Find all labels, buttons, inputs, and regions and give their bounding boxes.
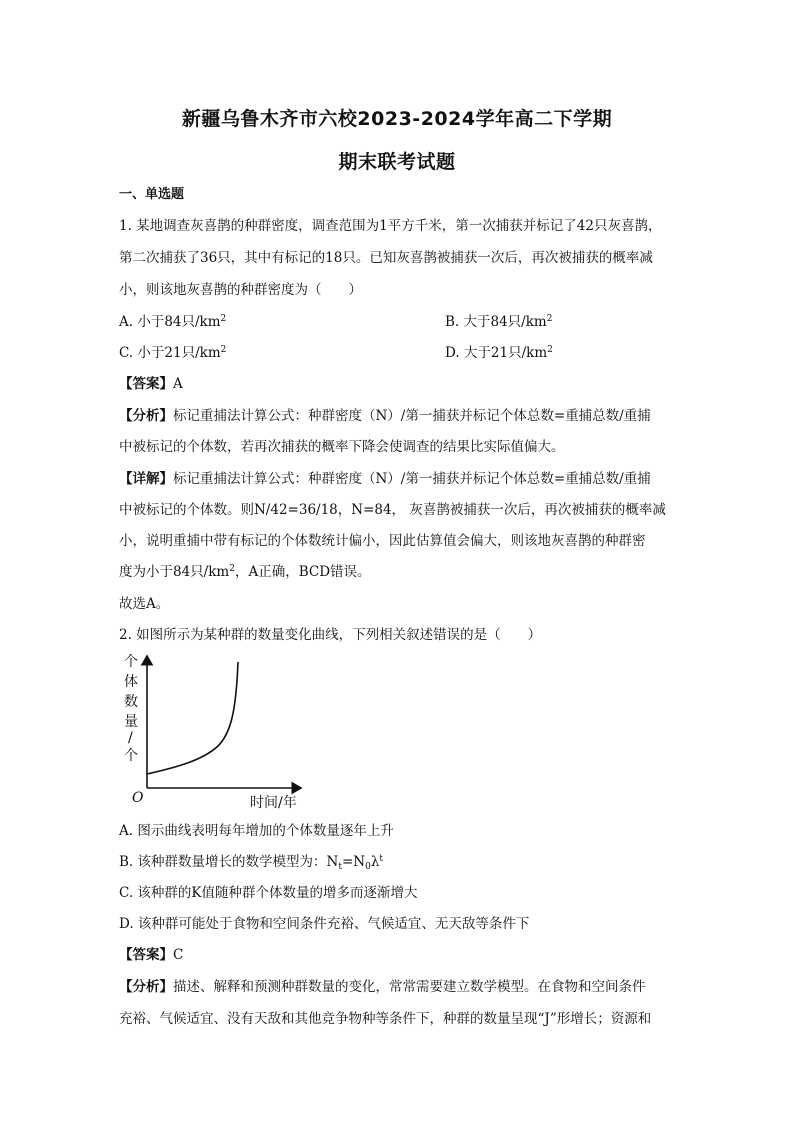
q1-detail-line4: 度为小于84只$/km^2$，A正确，BCD错误。 <box>119 564 371 580</box>
y-label-char-3: 数 <box>124 694 138 710</box>
y-label-char-1: 个 <box>124 654 138 670</box>
y-label-char-2: 体 <box>124 674 138 690</box>
q1-analysis-line1: 【分析】标记重捕法计算公式：种群密度（N）/第一捕获并标记个体总数=重捕总数/重捕 <box>119 408 651 424</box>
q2-analysis-line2: 充裕、气候适宜、没有天敌和其他竞争物种等条件下，种群的数量呈现“J”形增长；资源和 <box>119 1011 652 1027</box>
q1-option-d: D. 大于21只$/km^2$ <box>445 345 553 361</box>
origin-label: O <box>132 790 144 806</box>
q1-stem-line2: 第二次捕获了36只，其中有标记的18只。已知灰喜鹊被捕获一次后，再次被捕获的概率减 <box>119 250 653 266</box>
j-curve-graph <box>118 650 318 812</box>
q1-option-b: B. 大于84只$/km^2$ <box>445 314 553 330</box>
x-axis-label: 时间/年 <box>250 795 297 811</box>
q1-conclusion: 故选A。 <box>119 596 170 612</box>
section-heading: 一、单选题 <box>119 187 185 202</box>
y-label-char-5: / <box>128 730 133 746</box>
q1-analysis-line2: 中被标记的个体数，若再次捕获的概率下降会使调查的结果比实际值偏大。 <box>119 439 565 455</box>
j-curve <box>147 662 238 774</box>
q1-answer: 【答案】A <box>119 376 183 392</box>
population-growth-figure <box>118 650 318 812</box>
y-label-char-4: 量 <box>124 714 138 730</box>
exam-title-line2: 期末联考试题 <box>338 151 456 173</box>
q1-detail-line2: 中被标记的个体数。则N/42=36/18，N=84， 灰喜鹊被捕获一次后，再次被捕获的概率减 <box>119 502 666 518</box>
q1-stem-line3: 小，则该地灰喜鹊的种群密度为（ ） <box>119 282 362 298</box>
q2-option-c: C. 该种群的K值随种群个体数量的增多而逐渐增大 <box>119 885 418 901</box>
y-label-char-6: 个 <box>124 748 138 764</box>
q2-option-d: D. 该种群可能处于食物和空间条件充裕、气候适宜、无天敌等条件下 <box>119 916 530 932</box>
q2-stem: 2. 如图所示为某种群的数量变化曲线，下列相关叙述错误的是（ ） <box>119 627 542 643</box>
q2-option-b: B. 该种群数量增长的数学模型为：$N_t=N_0\lambda^t$ <box>119 854 383 872</box>
exam-title-line1: 新疆乌鲁木齐市六校2023-2024学年高二下学期 <box>181 108 613 130</box>
q1-detail-line3: 小，说明重捕中带有标记的个体数统计偏小，因此估算值会偏大，则该地灰喜鹊的种群密 <box>119 533 646 549</box>
q1-stem-line1: 1. 某地调查灰喜鹊的种群密度，调查范围为1平方千米，第一次捕获并标记了42只灰喜鹊， <box>119 218 662 234</box>
q1-option-c: C. 小于21只$/km^2$ <box>119 345 227 361</box>
q2-analysis-line1: 【分析】描述、解释和预测种群数量的变化，常常需要建立数学模型。在食物和空间条件 <box>119 979 646 995</box>
q2-option-a: A. 图示曲线表明每年增加的个体数量逐年上升 <box>119 823 394 839</box>
q2-answer: 【答案】C <box>119 947 184 963</box>
q1-detail-line1: 【详解】标记重捕法计算公式：种群密度（N）/第一捕获并标记个体总数=重捕总数/重捕 <box>119 471 651 487</box>
q1-option-a: A. 小于84只$/km^2$ <box>119 314 227 330</box>
